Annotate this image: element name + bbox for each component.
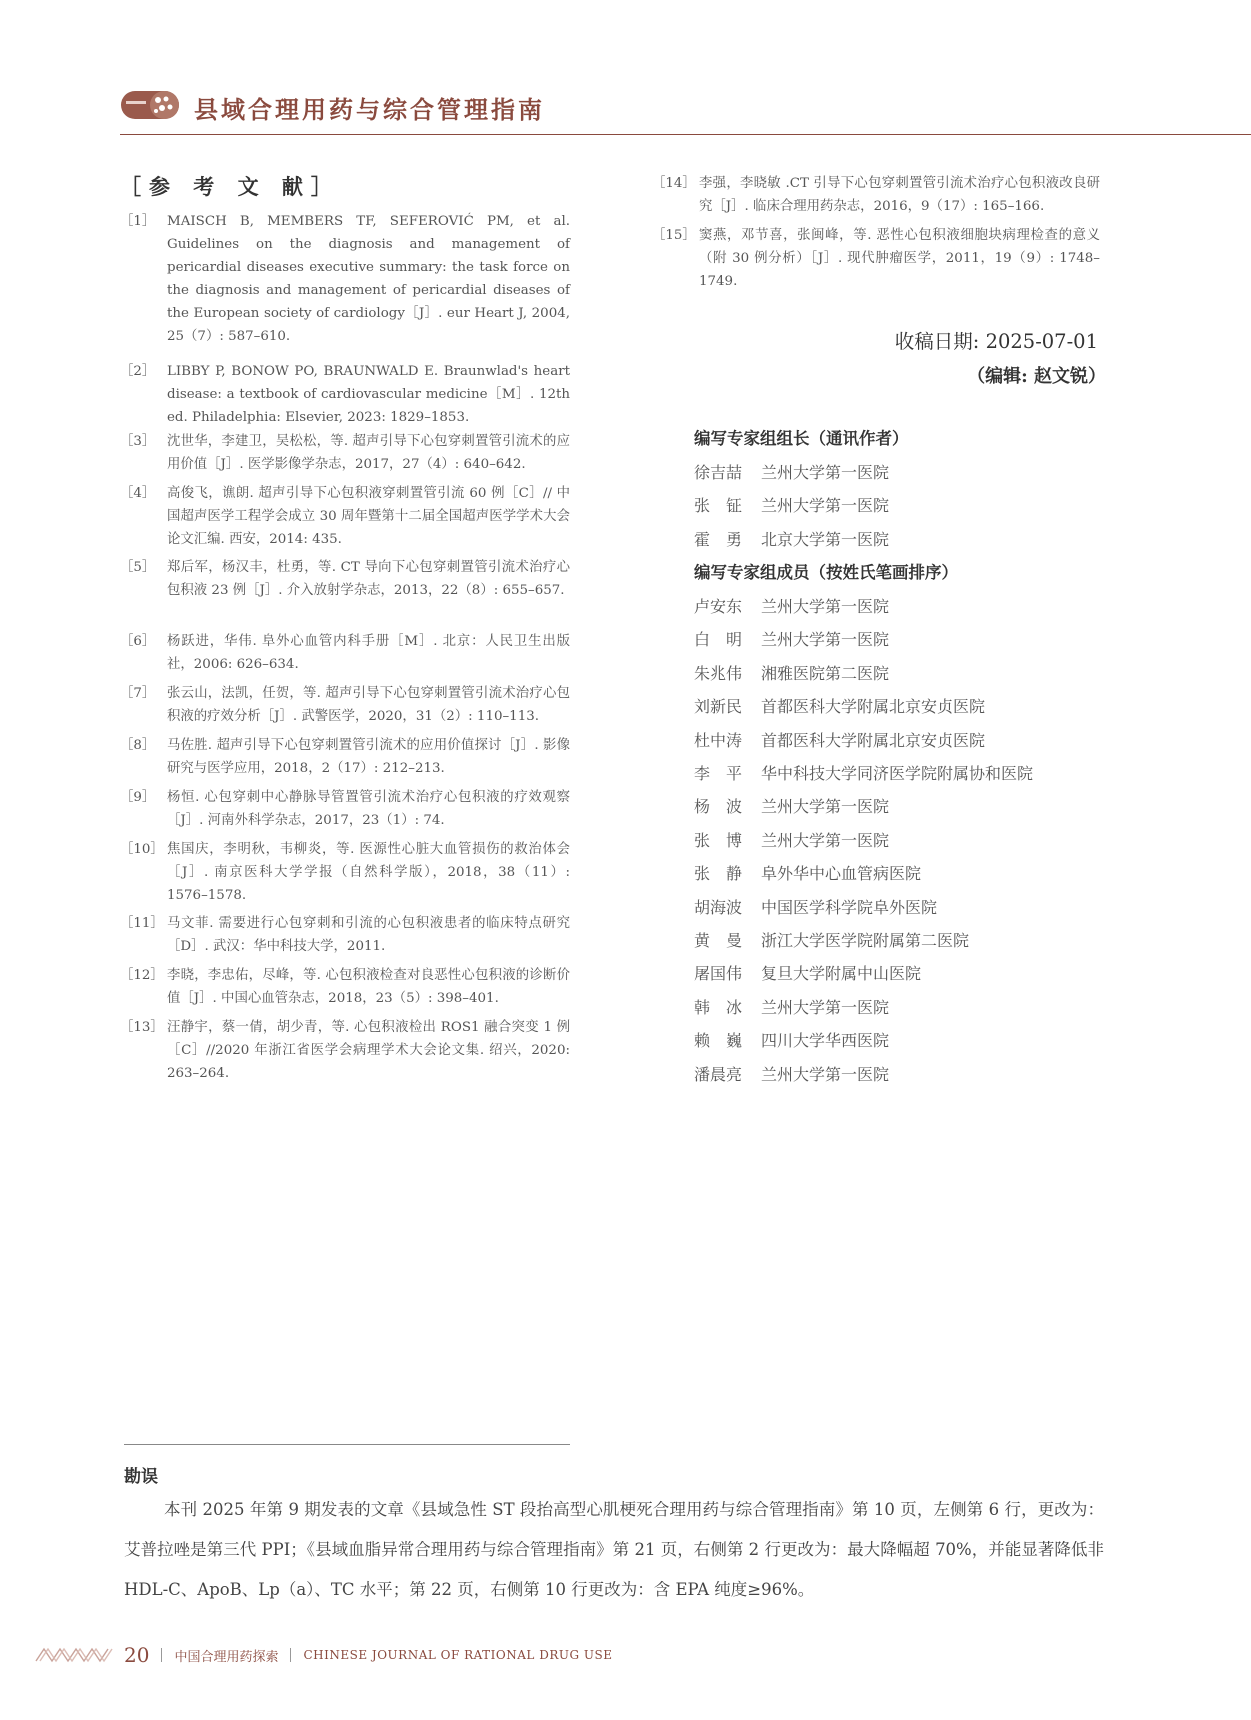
reference-number: ［3］ [120, 434, 156, 449]
expert-name: 张 钲 [694, 496, 743, 516]
expert-name: 霍 勇 [694, 529, 743, 549]
expert-name: 胡海波 [694, 897, 743, 917]
reference-entry [652, 224, 1100, 293]
expert-entry [694, 861, 921, 884]
expert-entry [694, 928, 969, 951]
reference-text: 沈世华，李建卫，吴松松，等. 超声引导下心包穿刺置管引流术的应用价值［J］. 医学影像学杂志，2017，27（4）: 640–642. [167, 434, 570, 472]
expert-institution: 兰州大学第一医院 [761, 463, 890, 482]
expert-name: 徐吉喆 [694, 463, 743, 482]
expert-name: 黄 曼 [694, 931, 743, 950]
pill-capsule-logo-icon [120, 88, 180, 122]
reference-entry [120, 912, 570, 958]
leaders-title: 编写专家组组长（通讯作者） [694, 429, 909, 448]
reference-text: 李晓，李忠佑，尽峰，等. 心包积液检查对良恶性心包积液的诊断价值［J］. 中国心血管杂志，2018，23（5）: 398–401. [167, 968, 570, 1006]
expert-name: 杜中涛 [694, 730, 743, 750]
reference-entry [120, 734, 570, 780]
expert-institution: 四川大学华西医院 [761, 1031, 890, 1051]
reference-number: ［14］ [652, 176, 696, 191]
reference-entry [120, 1016, 570, 1085]
reference-number: ［12］ [120, 968, 164, 983]
reference-number: ［5］ [120, 560, 156, 575]
reference-entry [120, 210, 570, 348]
reference-number: ［13］ [120, 1020, 164, 1035]
reference-entry [120, 838, 570, 907]
expert-entry [694, 961, 921, 984]
reference-text: LIBBY P, BONOW PO, BRAUNWALD E. Braunwlad's heart disease: a textbook of cardiovascular medicine［M］. 12th ed. Philadelphia: Elsevier, 2023: 1829–1853. [167, 364, 570, 425]
page-header [120, 88, 1251, 138]
expert-entry [694, 794, 889, 817]
page-footer [34, 1640, 612, 1670]
expert-name: 潘晨亮 [694, 1064, 743, 1084]
expert-entry [694, 694, 985, 717]
expert-entry [694, 728, 985, 751]
expert-name: 白 明 [694, 630, 743, 650]
errata-title: 勘误 [124, 1467, 158, 1487]
reference-number: ［11］ [120, 916, 164, 931]
expert-institution: 首都医科大学附属北京安贞医院 [761, 697, 986, 717]
expert-institution: 兰州大学第一医院 [761, 496, 890, 516]
expert-entry [694, 527, 889, 550]
reference-number: ［4］ [120, 486, 156, 501]
reference-number: ［7］ [120, 686, 156, 701]
reference-text: 窦燕，邓节喜，张闽峰，等. 恶性心包积液细胞块病理检查的意义（附 30 例分析）［J］. 现代肿瘤医学，2011，19（9）: 1748–1749. [699, 228, 1100, 289]
reference-number: ［9］ [120, 790, 156, 805]
reference-number: ［8］ [120, 738, 156, 753]
reference-entry [120, 682, 570, 728]
expert-entry [694, 460, 889, 483]
reference-entry [120, 430, 570, 476]
reference-text: 杨跃进，华伟. 阜外心血管内科手册［M］. 北京：人民卫生出版社，2006: 626–634. [167, 634, 570, 672]
reference-text: 杨恒. 心包穿刺中心静脉导管置管引流术治疗心包积液的疗效观察［J］. 河南外科学杂志，2017，23（1）: 74. [167, 790, 570, 828]
expert-institution: 兰州大学第一医院 [761, 997, 890, 1017]
reference-text: MAISCH B, MEMBERS TF, SEFEROVIĆ PM, et al. Guidelines on the diagnosis and management of pericardial diseases executive summary: the task force on the diagnosis and management of pericardial diseases of the European society of cardiology［J］. eur Heart J, 2004, 25（7）: 587–610. [167, 214, 570, 344]
reference-entry [120, 482, 570, 551]
expert-name: 屠国伟 [694, 964, 743, 984]
reference-number: ［10］ [120, 842, 164, 857]
reference-number: ［1］ [120, 214, 156, 229]
reference-entry [120, 360, 570, 429]
expert-name: 李 平 [694, 764, 743, 783]
expert-institution: 首都医科大学附属北京安贞医院 [761, 730, 986, 750]
expert-institution: 兰州大学第一医院 [761, 597, 890, 616]
expert-institution: 华中科技大学同济医学院附属协和医院 [761, 764, 1034, 783]
members-title: 编写专家组成员（按姓氏笔画排序） [694, 563, 958, 582]
dot-pattern-mark-icon [34, 1645, 114, 1665]
reference-text: 郑后军，杨汉丰，杜勇，等. CT 导向下心包穿刺置管引流术治疗心包积液 23 例［J］. 介入放射学杂志，2013，22（8）: 655–657. [167, 560, 570, 598]
expert-name: 卢安东 [694, 597, 743, 616]
expert-name: 朱兆伟 [694, 663, 743, 683]
expert-name: 杨 波 [694, 797, 743, 817]
journal-name-cn: 中国合理用药探索 [174, 1649, 279, 1665]
expert-institution: 中国医学科学院阜外医院 [761, 897, 938, 917]
expert-institution: 兰州大学第一医院 [761, 1064, 890, 1084]
errata-body: 本刊 2025 年第 9 期发表的文章《县域急性 ST 段抬高型心肌梗死合理用药与综合管理指南》第 10 页，左侧第 6 行，更改为：艾普拉唑是第三代 PPI；《县域血脂异常合理用药与综合管理指南》第 21 页，右侧第 2 行更改为：最大降幅超 70%，并能显著降低非 HDL-C、ApoB、Lp（a）、TC 水平；第 22 页，右侧第 10 行更改为：含 EPA 纯度≥96%。 [124, 1500, 1104, 1599]
expert-entry [694, 661, 889, 684]
expert-institution: 兰州大学第一医院 [761, 630, 890, 650]
expert-name: 赖 巍 [694, 1031, 743, 1051]
expert-name: 张 博 [694, 830, 743, 850]
page-number: 20 [124, 1643, 150, 1667]
footer-separator [161, 1648, 162, 1662]
expert-entry [694, 895, 937, 918]
references-heading: ［参 考 文 献］ [120, 174, 340, 199]
errata-divider [124, 1444, 570, 1445]
expert-entry [694, 1028, 889, 1051]
reference-entry [652, 172, 1100, 218]
expert-institution: 阜外华中心血管病医院 [761, 864, 922, 884]
received-date: 收稿日期: 2025-07-01 [894, 330, 1098, 353]
expert-institution: 北京大学第一医院 [761, 529, 890, 549]
editor-credit: （编辑: 赵文锐） [967, 366, 1106, 387]
expert-name: 韩 冰 [694, 997, 743, 1017]
expert-entry [694, 627, 889, 650]
reference-entry [120, 630, 570, 676]
reference-text: 汪静宇，蔡一倩，胡少青，等. 心包积液检出 ROS1 融合突变 1 例［C］//2020 年浙江省医学会病理学术大会论文集. 绍兴，2020: 263–264. [167, 1020, 570, 1081]
reference-text: 马佐胜. 超声引导下心包穿刺置管引流术的应用价值探讨［J］. 影像研究与医学应用，2018，2（17）: 212–213. [167, 738, 570, 776]
expert-entry [694, 594, 889, 617]
reference-text: 高俊飞，谯朗. 超声引导下心包积液穿刺置管引流 60 例［C］// 中国超声医学工程学会成立 30 周年暨第十二届全国超声医学学术大会论文汇编. 西安，2014: 435. [167, 486, 570, 547]
reference-entry [120, 786, 570, 832]
header-title: 县域合理用药与综合管理指南 [194, 95, 545, 124]
expert-entry [694, 828, 889, 851]
header-divider [120, 134, 1251, 135]
expert-institution: 浙江大学医学院附属第二医院 [761, 931, 970, 950]
expert-institution: 湘雅医院第二医院 [761, 663, 890, 683]
expert-institution: 兰州大学第一医院 [761, 797, 890, 817]
expert-entry [694, 1062, 889, 1085]
reference-number: ［2］ [120, 364, 156, 379]
reference-text: 李强，李晓敏 .CT 引导下心包穿刺置管引流术治疗心包积液改良研究［J］. 临床合理用药杂志，2016，9（17）: 165–166. [699, 176, 1100, 214]
expert-name: 刘新民 [694, 697, 743, 717]
reference-text: 马文菲. 需要进行心包穿刺和引流的心包积液患者的临床特点研究［D］. 武汉：华中科技大学，2011. [167, 916, 570, 954]
expert-name: 张 静 [694, 864, 743, 884]
reference-text: 张云山，法凯，任贺，等. 超声引导下心包穿刺置管引流术治疗心包积液的疗效分析［J］. 武警医学，2020，31（2）: 110–113. [167, 686, 570, 724]
expert-entry [694, 995, 889, 1018]
expert-institution: 复旦大学附属中山医院 [761, 964, 922, 984]
reference-text: 焦国庆，李明秋，韦柳炎，等. 医源性心脏大血管损伤的救治体会［J］. 南京医科大学学报（自然科学版），2018，38（11）: 1576–1578. [167, 842, 570, 903]
expert-institution: 兰州大学第一医院 [761, 830, 890, 850]
expert-entry [694, 493, 889, 516]
journal-name-en: CHINESE JOURNAL OF RATIONAL DRUG USE [303, 1648, 613, 1662]
expert-entry [694, 761, 1033, 784]
footer-separator [290, 1648, 291, 1662]
reference-number: ［15］ [652, 228, 696, 243]
reference-entry [120, 556, 570, 602]
reference-entry [120, 964, 570, 1010]
reference-number: ［6］ [120, 634, 156, 649]
